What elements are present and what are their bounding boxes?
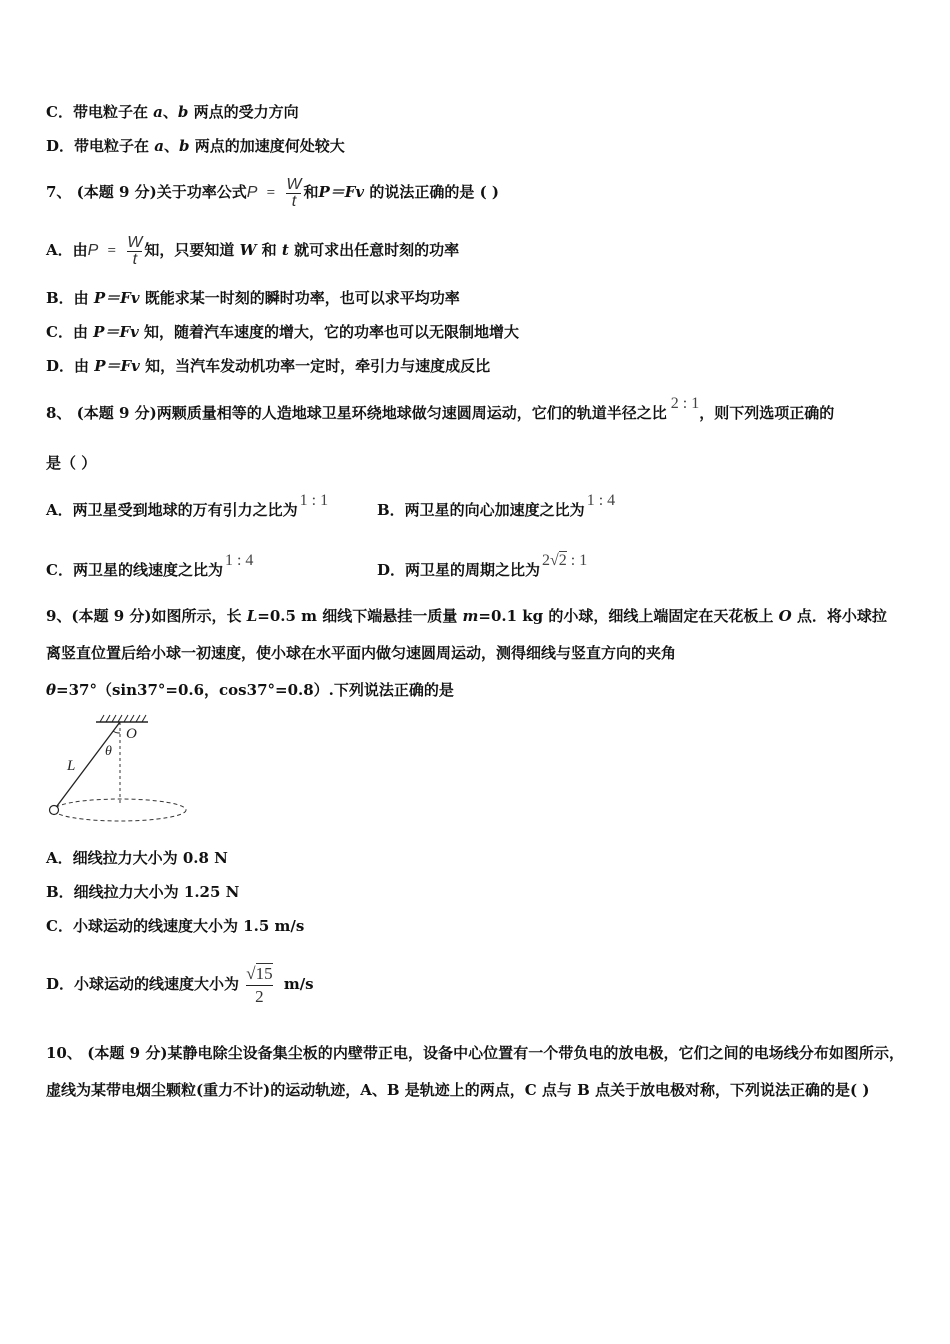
q7-option-a-post: 就可求出任意时刻的功率 xyxy=(288,241,460,259)
angle-arc xyxy=(113,731,120,733)
q9-line1-c: 点．将小球拉 xyxy=(791,607,887,625)
q6-option-d-sep: 、 xyxy=(163,137,179,155)
q9-line1-a: =0.5 m 细线下端悬挂一质量 xyxy=(257,607,463,625)
q8-option-b-ratio: 1 : 4 xyxy=(586,492,616,509)
power-fraction xyxy=(286,177,301,210)
ball xyxy=(50,806,59,815)
ceiling-hatch xyxy=(96,715,148,722)
q8-period-coef: 2 xyxy=(542,552,551,569)
q8-stem-line2: 是（ ） xyxy=(46,454,97,472)
q8-stem xyxy=(46,395,835,424)
sqrt-sign: √ xyxy=(246,963,256,983)
q7-stem-number: 7、 (本题 9 分)关于功率公式 xyxy=(46,183,247,201)
q8-option-a-text: A．两卫星受到地球的万有引力之比为 xyxy=(46,501,298,519)
speed-denominator: 2 xyxy=(246,985,272,1008)
power-symbol: P xyxy=(246,184,258,201)
power-symbol: P xyxy=(87,242,99,259)
q8-option-b xyxy=(377,492,616,521)
q7-option-b-pre: B．由 xyxy=(46,289,94,307)
formula-p-fv: P＝Fv xyxy=(94,357,140,375)
q8-option-a-ratio: 1 : 1 xyxy=(299,492,329,509)
q7-option-d-post: 知，当汽车发动机功率一定时，牵引力与速度成反比 xyxy=(139,357,491,375)
q7-option-d xyxy=(46,356,490,376)
sqrt-sign: √ xyxy=(550,552,559,569)
speed-fraction xyxy=(246,963,272,1008)
q9-line3-text: =37°（sin37°=0.6，cos37°=0.8）.下列说法正确的是 xyxy=(56,681,454,699)
equals-sign: = xyxy=(107,243,117,259)
q8-period-ratio xyxy=(542,552,587,569)
speed-unit: m/s xyxy=(283,975,314,993)
q8-period-radicand: 2 xyxy=(558,552,567,569)
work-symbol: W xyxy=(286,175,302,193)
fig-label-theta: θ xyxy=(105,744,112,759)
time-variable: t xyxy=(281,241,289,259)
q7-and: 和 xyxy=(303,183,319,201)
point-a: a xyxy=(154,137,164,155)
string-line xyxy=(54,722,120,810)
q6-option-d-pre: D．带电粒子在 xyxy=(46,137,155,155)
q7-option-a-mid: 知，只要知道 xyxy=(144,241,240,259)
q7-option-a-and: 和 xyxy=(256,241,282,259)
q8-option-c xyxy=(46,552,254,581)
speed-radicand: 15 xyxy=(255,963,273,983)
point-o: O xyxy=(778,607,792,625)
q8-option-d xyxy=(377,552,588,581)
fig-label-l: L xyxy=(67,758,76,774)
q9-option-a: A．细线拉力大小为 0.8 N xyxy=(46,849,228,867)
point-b: b xyxy=(178,137,190,155)
q6-option-c-pre: C．带电粒子在 xyxy=(46,103,154,121)
q9-option-c: C．小球运动的线速度大小为 1.5 m/s xyxy=(46,917,305,935)
conical-pendulum-figure xyxy=(40,710,200,830)
work-symbol: W xyxy=(127,233,143,251)
q8-radius-ratio: 2 : 1 xyxy=(670,395,700,412)
speed-numerator xyxy=(246,963,272,985)
q9-option-b: B．细线拉力大小为 1.25 N xyxy=(46,883,240,901)
q6-option-d xyxy=(46,136,345,156)
q8-option-b-text: B．两卫星的向心加速度之比为 xyxy=(377,501,585,519)
q9-line1-b: =0.1 kg 的小球，细线上端固定在天花板上 xyxy=(478,607,779,625)
time-symbol: t xyxy=(286,193,301,210)
q9-option-d-pre: D．小球运动的线速度大小为 xyxy=(46,975,240,993)
time-symbol: t xyxy=(127,251,142,268)
fig-label-o: O xyxy=(126,726,137,742)
q8-stem-tail: ，则下列选项正确的 xyxy=(699,404,835,422)
mass-symbol: m xyxy=(462,607,479,625)
q6-option-c-sep: 、 xyxy=(162,103,178,121)
q9-line1-pre: 9、(本题 9 分)如图所示，长 xyxy=(46,607,247,625)
q7-option-b xyxy=(46,288,460,308)
q8-option-a xyxy=(46,492,329,521)
length-symbol: L xyxy=(246,607,258,625)
work-variable: W xyxy=(239,241,257,259)
point-b: b xyxy=(177,103,189,121)
q6-option-c xyxy=(46,102,299,122)
q7-stem xyxy=(46,172,499,213)
q7-option-a xyxy=(46,230,459,271)
theta-symbol: θ xyxy=(46,681,57,699)
q9-option-d xyxy=(46,956,314,1012)
q8-stem-text: 8、 (本题 9 分)两颗质量相等的人造地球卫星环绕地球做匀速圆周运动，它们的轨道半径之比 xyxy=(46,404,667,422)
q7-option-c-pre: C．由 xyxy=(46,323,94,341)
q9-stem-line1 xyxy=(46,606,887,626)
q7-option-c xyxy=(46,322,519,342)
q9-stem-line2: 离竖直位置后给小球一初速度，使小球在水平面内做匀速圆周运动，测得细线与竖直方向的夹角 xyxy=(46,644,677,662)
q7-option-c-post: 知，随着汽车速度的增大，它的功率也可以无限制地增大 xyxy=(138,323,520,341)
equals-sign: = xyxy=(266,185,276,201)
power-fraction xyxy=(127,235,142,268)
q9-stem-line3 xyxy=(46,680,454,700)
q7-option-b-post: 既能求某一时刻的瞬时功率，也可以求平均功率 xyxy=(139,289,460,307)
q8-option-d-text: D．两卫星的周期之比为 xyxy=(377,561,541,579)
formula-p-fv: P＝Fv xyxy=(93,289,140,307)
q8-period-tail: : 1 xyxy=(566,552,588,569)
formula-p-fv: P＝Fv xyxy=(93,323,139,341)
q7-option-a-pre: A．由 xyxy=(46,241,88,259)
q6-option-c-post: 两点的受力方向 xyxy=(188,103,299,121)
q7-stem-tail: 的说法正确的是 ( ) xyxy=(364,183,500,201)
q8-option-c-text: C．两卫星的线速度之比为 xyxy=(46,561,223,579)
q10-stem: 10、 (本题 9 分)某静电除尘设备集尘板的内壁带正电，设备中心位置有一个带负电的放电极，它们之间的电场线分布如图所示，虚线为某带电烟尘颗粒(重力不计)的运动轨迹，A、B 是轨迹上的两点，C 点与 B 点关于放电极对称，下列说法正确的是( ) xyxy=(46,1044,904,1099)
formula-p-fv: P＝Fv xyxy=(318,183,365,201)
point-a: a xyxy=(153,103,163,121)
q7-option-d-pre: D．由 xyxy=(46,357,95,375)
q6-option-d-post: 两点的加速度何处较大 xyxy=(189,137,345,155)
q8-option-c-ratio: 1 : 4 xyxy=(224,552,254,569)
